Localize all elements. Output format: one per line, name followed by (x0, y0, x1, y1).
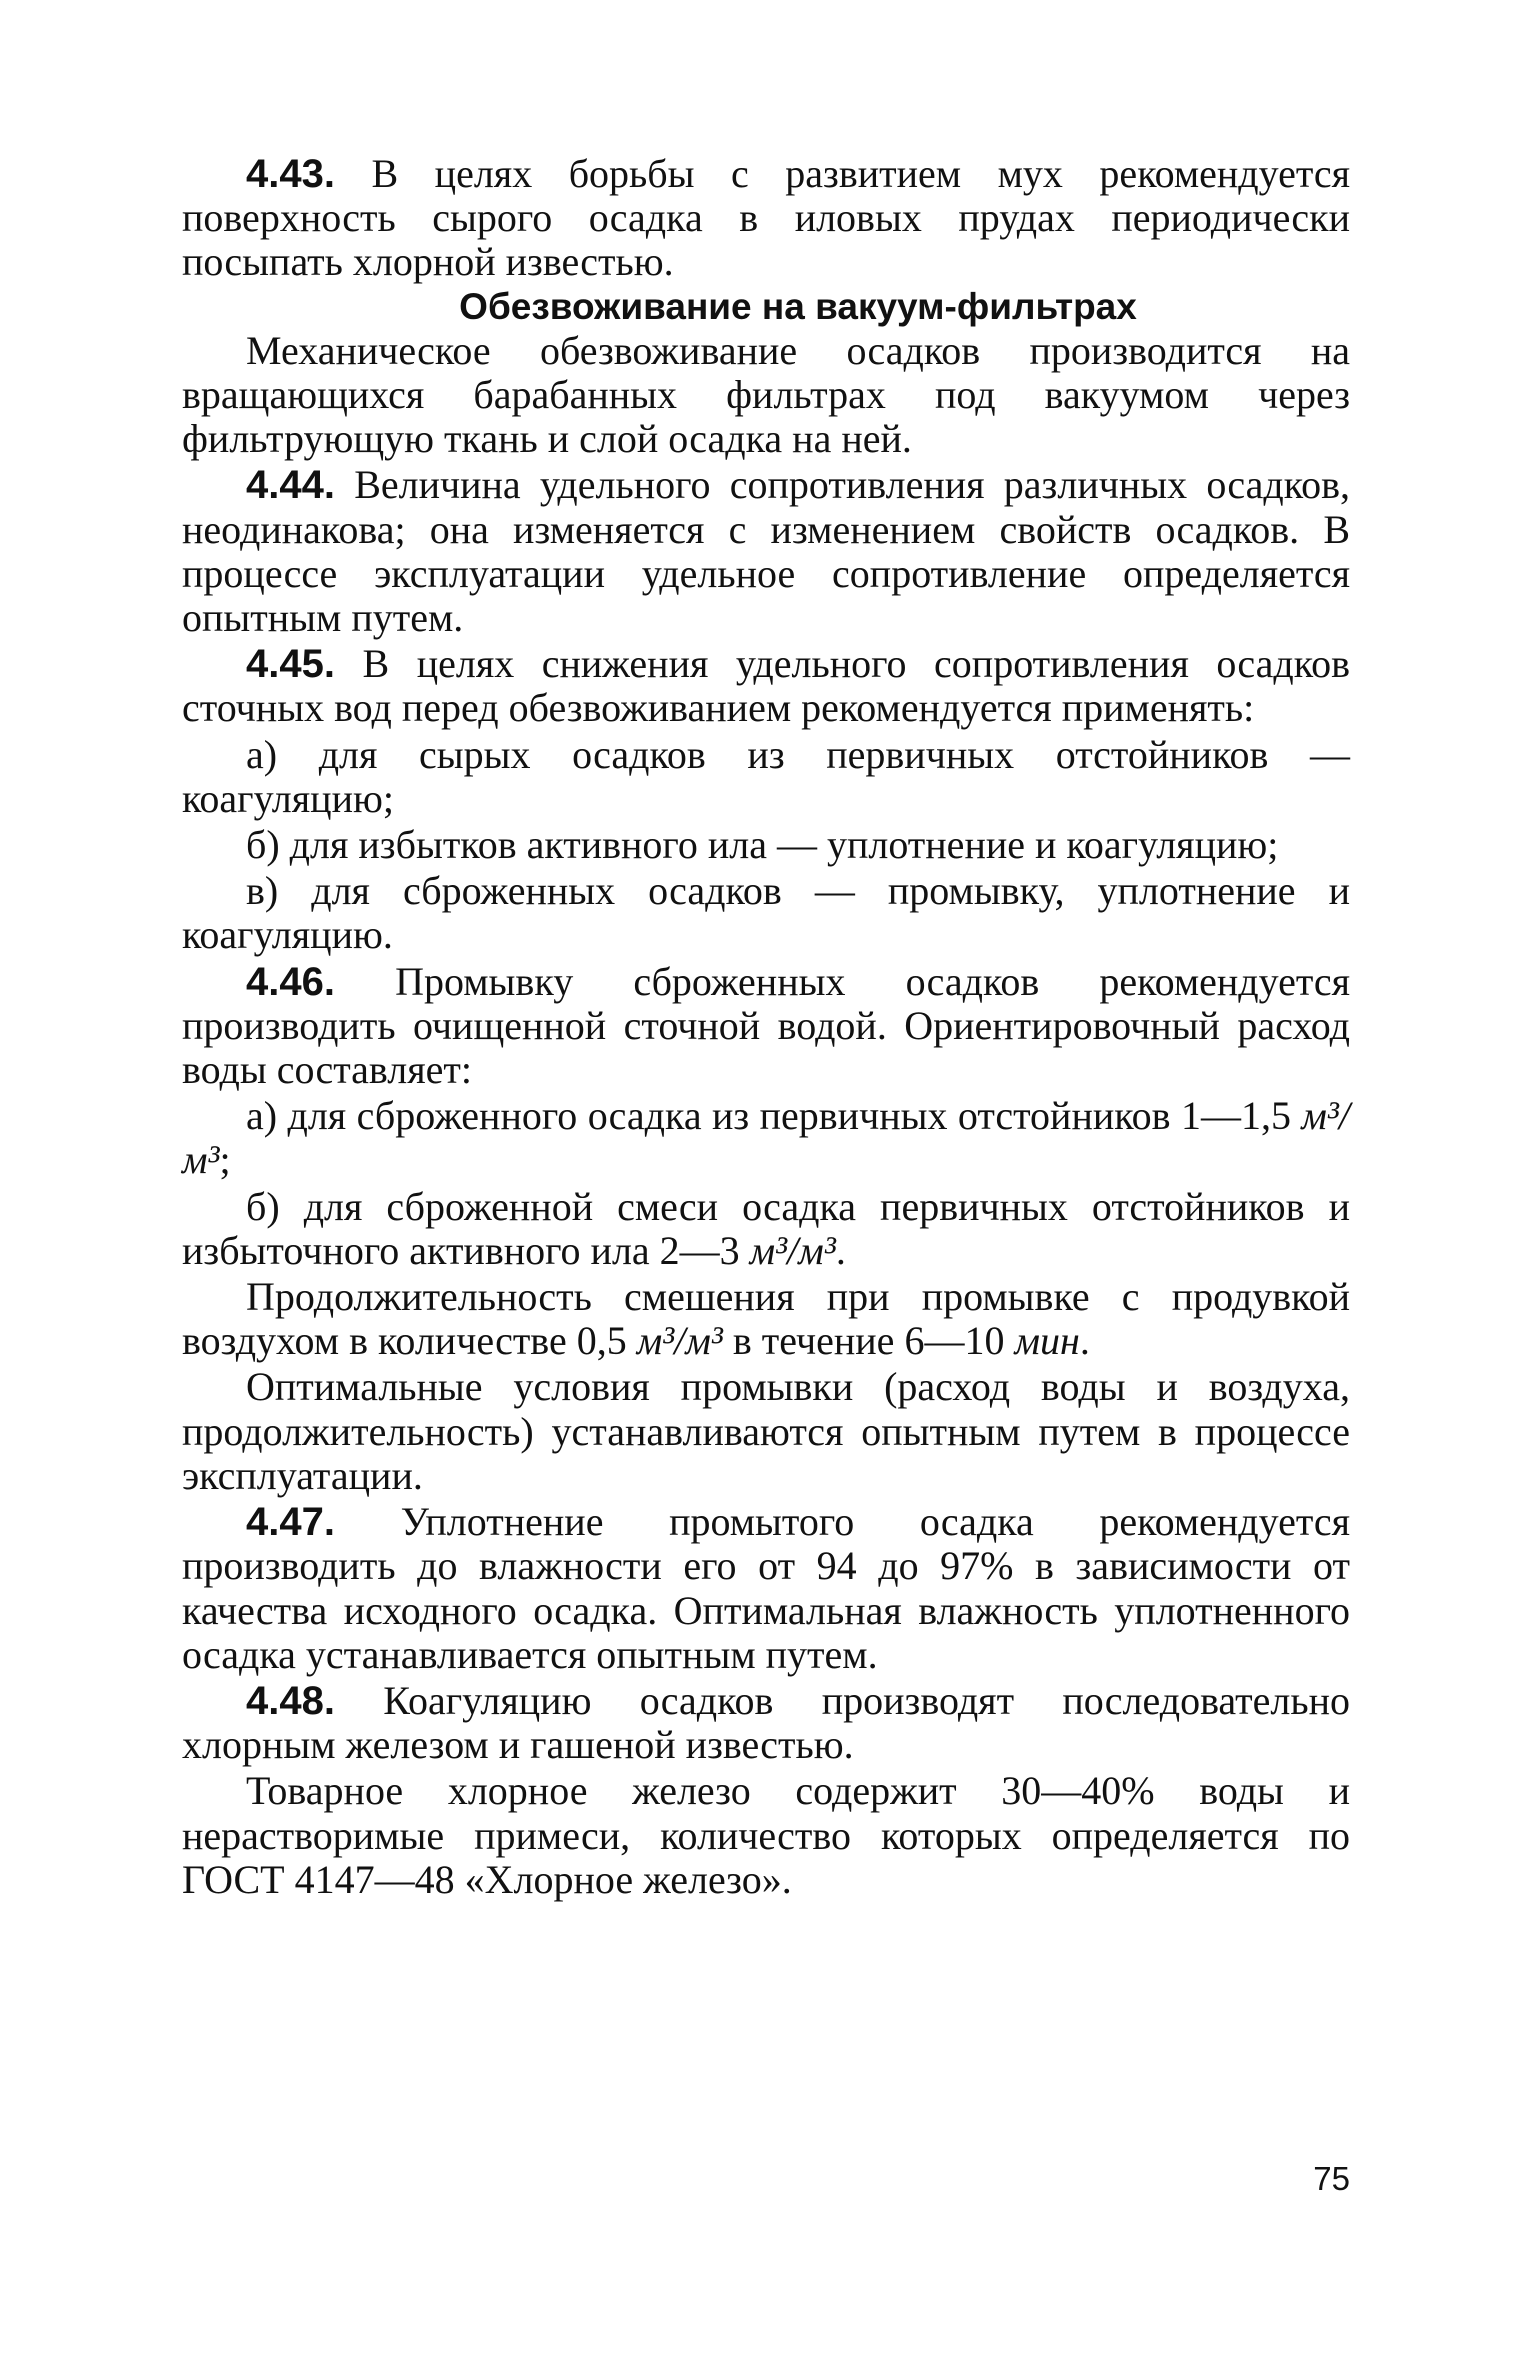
unit: м³/м³ (182, 1093, 1350, 1183)
paragraph-duration (182, 1275, 1350, 1363)
clause-text: В целях борьбы с развитием мух рекомендуется поверхность сырого осадка в иловых прудах периодически посыпать хлорной известью. (182, 151, 1350, 285)
clause-number: 4.48. (246, 1678, 335, 1723)
paragraph-4-45 (182, 642, 1350, 730)
clause-text: В целях снижения удельного сопротивления осадков сточных вод перед обезвоживанием рекомендуется применять: (182, 641, 1350, 731)
paragraph-end: . (1079, 1318, 1090, 1364)
section-heading: Обезвоживание на вакуум-фильтрах (459, 285, 1137, 327)
unit: мин (1014, 1318, 1080, 1364)
clause-number: 4.45. (246, 642, 335, 687)
list-item-a (182, 1094, 1350, 1182)
paragraph-4-44 (182, 463, 1350, 640)
clause-text: Величина удельного сопротивления различных осадков, неодинакова; она изменяется с изменением свойств осадков. В процессе эксплуатации удельное сопротивление определяется опытным путем. (182, 462, 1350, 641)
list-item-b: б) для избытков активного ила — уплотнение и коагуляцию; (246, 822, 1279, 868)
unit: м³/м³ (636, 1318, 723, 1364)
clause-text: Промывку сброженных осадков рекомендуется производить очищенной сточной водой. Ориентировочный расход воды составляет: (182, 958, 1350, 1093)
item-text: а) для сброженного осадка из первичных отстойников 1—1,5 (246, 1093, 1302, 1139)
list-item-c: в) для сброженных осадков — промывку, уплотнение и коагуляцию. (182, 868, 1350, 958)
clause-text: Коагуляцию осадков производят последовательно хлорным железом и гашеной известью. (182, 1677, 1350, 1768)
list-item-b (182, 1185, 1350, 1273)
clause-text: Уплотнение промытого осадка рекомендуется производить до влажности его от 94 до 97% в зависимости от качества исходного осадка. Оптимальная влажность уплотненного осадка устанавливается опытным путем. (182, 1499, 1350, 1677)
clause-number: 4.44. (246, 463, 335, 508)
paragraph-text: в течение 6—10 (722, 1318, 1015, 1364)
paragraph-optimal: Оптимальные условия промывки (расход воды и воздуха, продолжительность) устанавливаются опытным путем в процессе эксплуатации. (182, 1364, 1350, 1498)
clause-number: 4.47. (246, 1500, 335, 1545)
item-end: . (835, 1227, 846, 1273)
page-number: 75 (1313, 2160, 1350, 2197)
paragraph-text: Продолжительность смешения при промывке с продувкой воздухом в количестве 0,5 (182, 1274, 1350, 1364)
paragraph-4-48 (182, 1679, 1350, 1767)
list-item-a: а) для сырых осадков из первичных отстойников — коагуляцию; (182, 731, 1350, 821)
paragraph-4-46 (182, 960, 1350, 1093)
paragraph-commercial: Товарное хлорное железо содержит 30—40% воды и нерастворимые примеси, количество которых определяется по ГОСТ 4147—48 «Хлорное железо». (182, 1768, 1350, 1902)
paragraph-intro: Механическое обезвоживание осадков производится на вращающихся барабанных фильтрах под вакуумом через фильтрующую ткань и слой осадка на ней. (182, 327, 1350, 462)
clause-number: 4.46. (246, 959, 335, 1004)
item-text: б) для сброженной смеси осадка первичных отстойников и избыточного активного ила 2—3 (182, 1183, 1350, 1273)
item-end: ; (219, 1137, 231, 1183)
paragraph-4-43 (182, 152, 1350, 285)
page-text (182, 152, 1350, 1904)
paragraph-4-47 (182, 1500, 1350, 1677)
clause-number: 4.43. (246, 152, 335, 196)
unit: м³/м³ (749, 1227, 836, 1273)
